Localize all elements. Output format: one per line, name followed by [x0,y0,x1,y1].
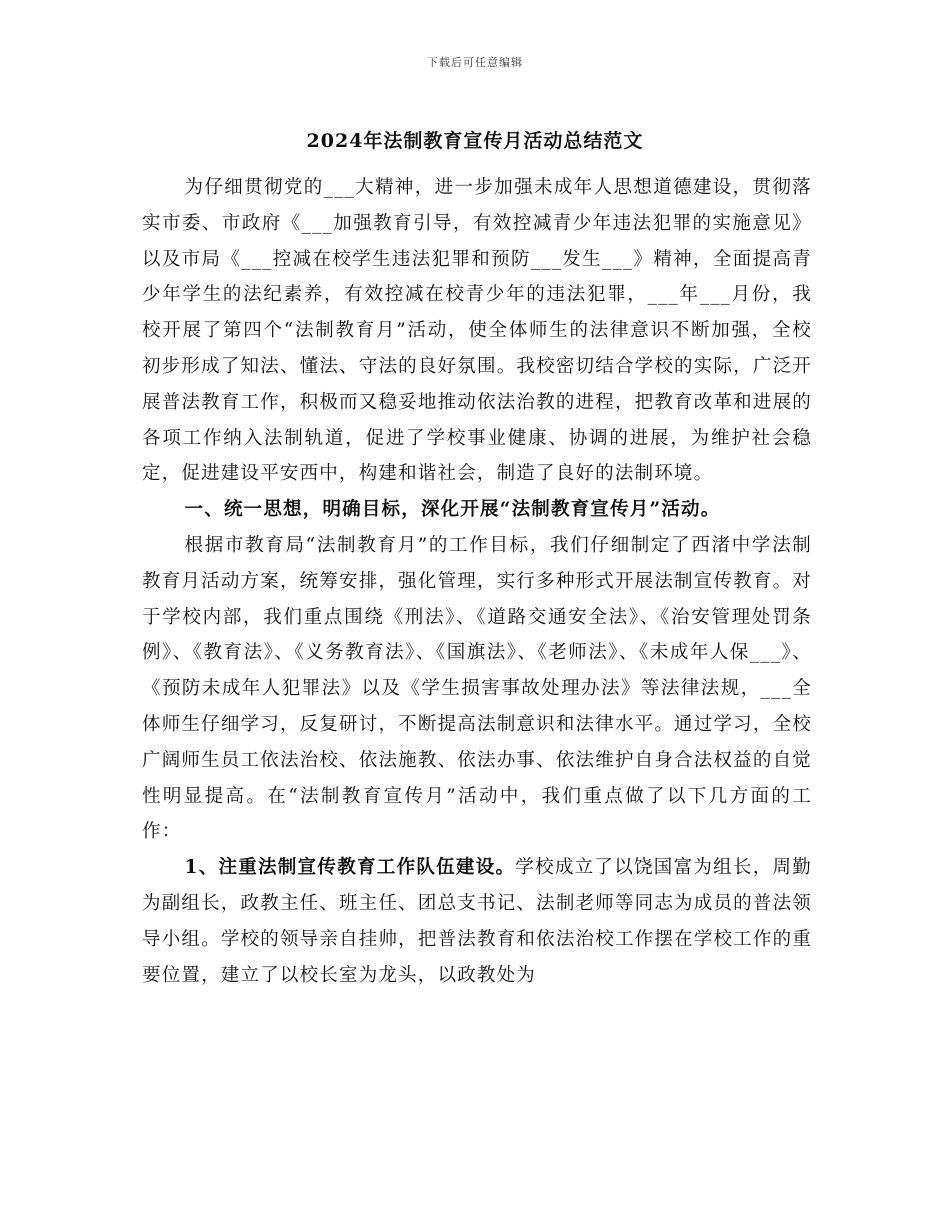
item-1-paragraph [142,850,812,993]
document-title: 2024年法制教育宣传月活动总结范文 [306,130,644,152]
intro-paragraph: 为仔细贯彻党的___大精神，进一步加强未成年人思想道德建设，贯彻落实市委、市政府《___加强教育引导，有效控减青少年违法犯罪的实施意见》以及市局《___控减在校学生违法犯罪和预防___发生___》精神，全面提高青少年学生的法纪素养，有效控减在校青少年的违法犯罪，___年___月份，我校开展了第四个“法制教育月”活动，使全体师生的法律意识不断加强，全校初步形成了知法、懂法、守法的良好氛围。我校密切结合学校的实际，广泛开展普法教育工作，积极而又稳妥地推动依法治教的进程，把教育改革和进展的各项工作纳入法制轨道，促进了学校事业健康、协调的进展，为维护社会稳定，促进建设平安西中，构建和谐社会，制造了良好的法制环境。 [142,177,812,485]
section-1-heading: 一、统一思想，明确目标，深化开展“法制教育宣传月”活动。 [184,499,721,521]
item-1-lead: 1、注重法制宣传教育工作队伍建设。 [184,857,516,879]
page-header-note: 下载后可任意编辑 [427,56,523,69]
section-1-paragraph: 根据市教育局“法制教育月”的工作目标，我们仔细制定了西渚中学法制教育月活动方案，统筹安排，强化管理，实行多种形式开展法制宣传教育。对于学校内部，我们重点围绕《刑法》、《道路交通安全法》、《治安管理处罚条例》、《教育法》、《义务教育法》、《国旗法》、《老师法》、《未成年人保___》、《预防未成年人犯罪法》以及《学生损害事故处理办法》等法律法规，___全体师生仔细学习，反复研讨，不断提高法制意识和法律水平。通过学习，全校广阔师生员工依法治校、依法施教、依法办事、依法维护自身合法权益的自觉性明显提高。在“法制教育宣传月”活动中，我们重点做了以下几方面的工作： [142,534,812,843]
item-1-text: 学校成立了以饶国富为组长，周勤为副组长，政教主任、班主任、团总支书记、法制老师等同志为成员的普法领导小组。学校的领导亲自挂帅，把普法教育和依法治校工作摆在学校工作的重要位置，建立了以校长室为龙头，以政教处为 [142,857,812,986]
document-body [142,170,812,993]
